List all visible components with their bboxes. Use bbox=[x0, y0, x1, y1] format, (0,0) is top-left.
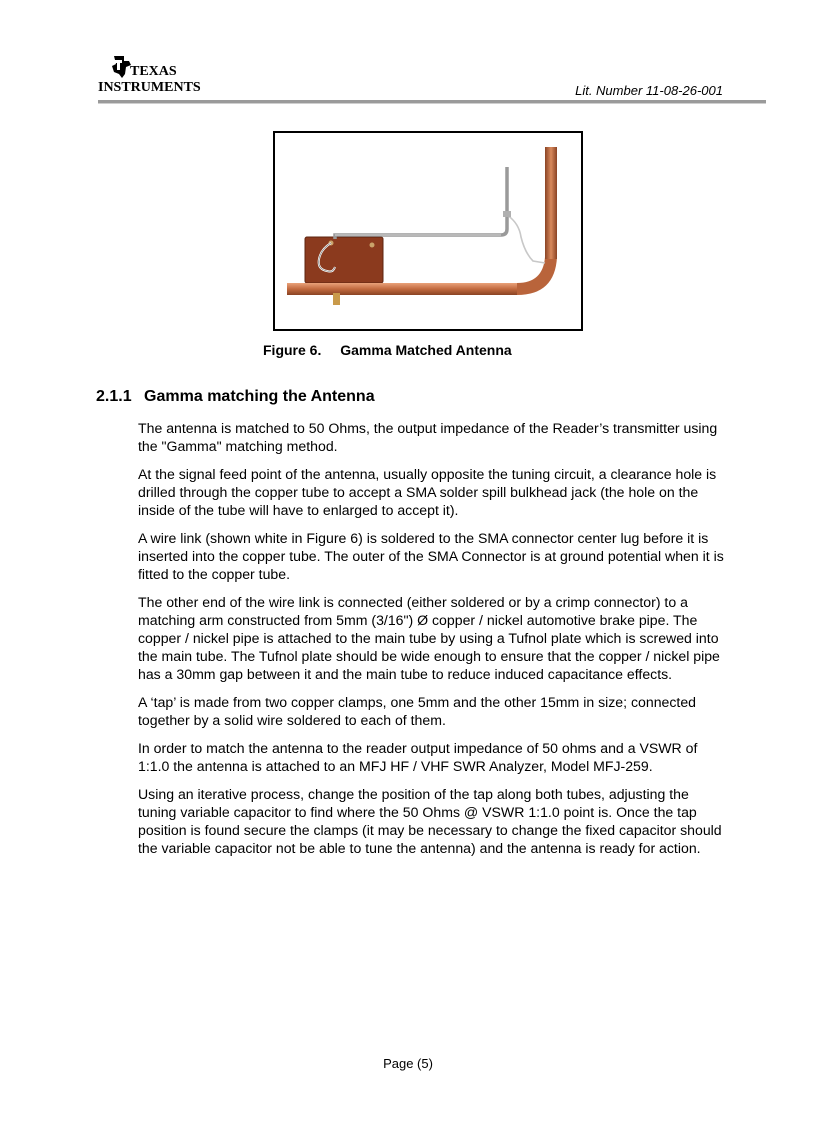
main-tube-bend bbox=[517, 257, 557, 295]
ti-logo-graphic bbox=[98, 52, 238, 96]
paragraph: A wire link (shown white in Figure 6) is soldered to the SMA connector center lug before it is inserted into the copper tube. The outer of the SMA Connector is at ground potential when it is fitted to the copper tube. bbox=[138, 530, 724, 582]
figure-label: Figure 6. bbox=[263, 342, 322, 358]
figure-title: Gamma Matched Antenna bbox=[340, 342, 512, 358]
body-text bbox=[138, 419, 728, 867]
sma-connector bbox=[333, 293, 340, 305]
antenna-illustration bbox=[275, 133, 581, 329]
paragraph: The antenna is matched to 50 Ohms, the output impedance of the Reader’s transmitter using the "Gamma" matching method. bbox=[138, 420, 718, 454]
lit-number: Lit. Number 11-08-26-001 bbox=[575, 83, 723, 98]
paragraph: Using an iterative process, change the position of the tap along both tubes, adjusting the tuning variable capacitor to find where the 50 Ohms @ VSWR 1:1.0 point is. Once the tap position is found secure the clamps (it may be necessary to change the fixed capacitor should the variable capacitor not be able to tune the antenna) and the antenna is ready for action. bbox=[138, 786, 722, 856]
gamma-matching-arm bbox=[335, 167, 507, 239]
logo-line2: INSTRUMENTS bbox=[98, 80, 201, 95]
page-number: Page (5) bbox=[383, 1056, 433, 1071]
logo-line1: TEXAS bbox=[130, 64, 177, 79]
plate-screw bbox=[370, 243, 375, 248]
tap-wire bbox=[507, 215, 545, 263]
paragraph: A ‘tap’ is made from two copper clamps, one 5mm and the other 15mm in size; connected together by a solid wire soldered to each of them. bbox=[138, 694, 697, 728]
vertical-copper-tube bbox=[545, 147, 557, 259]
figure-6-antenna-photo bbox=[273, 131, 583, 331]
paragraph: In order to match the antenna to the reader output impedance of 50 ohms and a VSWR of 1:1.0 the antenna is attached to an MFJ HF / VHF SWR Analyzer, Model MFJ-259. bbox=[138, 740, 698, 774]
header-divider bbox=[98, 100, 766, 104]
section-number: 2.1.1 bbox=[96, 388, 132, 405]
paragraph: At the signal feed point of the antenna, usually opposite the tuning circuit, a clearance hole is drilled through the copper tube to accept a SMA solder spill bulkhead jack (the hole on the inside of the tube will have to enlarged to accept it). bbox=[138, 466, 717, 518]
section-heading bbox=[96, 388, 375, 406]
figure-caption bbox=[263, 342, 512, 358]
texas-instruments-logo bbox=[98, 52, 238, 96]
section-title: Gamma matching the Antenna bbox=[144, 388, 375, 405]
tap-clamp bbox=[503, 211, 511, 217]
paragraph: The other end of the wire link is connected (either soldered or by a crimp connector) to a matching arm constructed from 5mm (3/16") Ø copper / nickel automotive brake pipe. The copper / nickel pipe is attached to the main tube by using a Tufnol plate which is screwed into the main tube. The Tufnol plate should be wide enough to ensure that the copper / nickel pipe has a 30mm gap between it and the main tube to reduce induced capacitance effects. bbox=[138, 594, 720, 682]
main-copper-tube bbox=[287, 283, 517, 295]
